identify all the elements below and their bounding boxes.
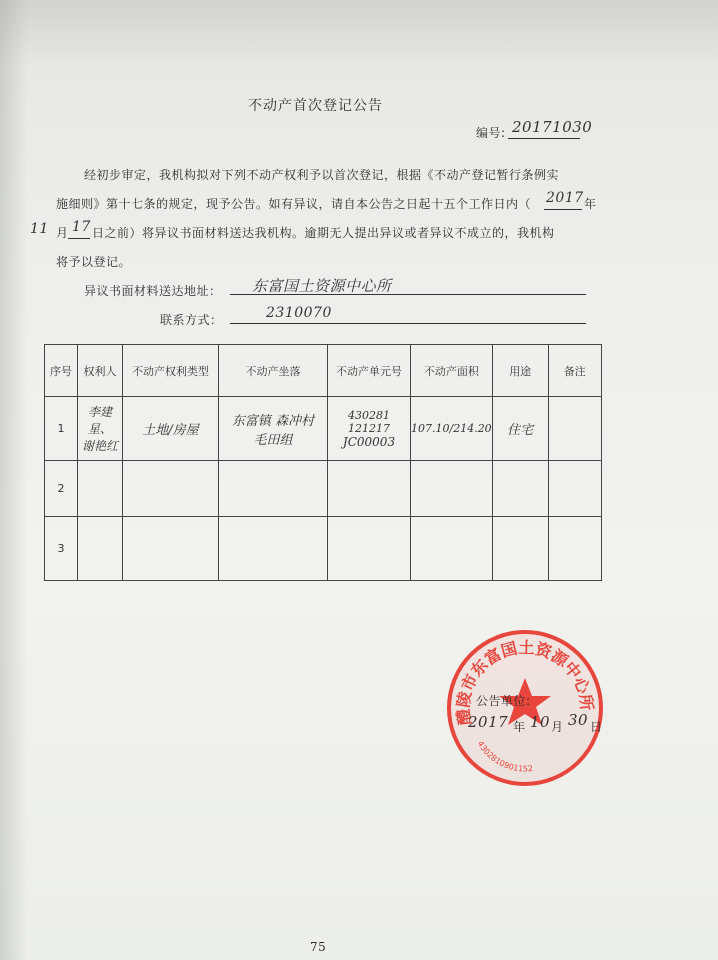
address-value: 东富国土资源中心所 xyxy=(252,277,392,295)
cell-area xyxy=(411,397,493,461)
owner-line-2: 谢艳红 xyxy=(81,439,118,453)
cell-area xyxy=(411,461,493,517)
cell-owner xyxy=(78,397,123,461)
deadline-month-suffix: 月 xyxy=(56,226,69,240)
deadline-month: 11 xyxy=(30,221,49,237)
cell-unit-no xyxy=(328,397,411,461)
location-line-1: 东富镇 森冲村 xyxy=(231,413,315,429)
deadline-year-suffix: 年 xyxy=(584,197,597,211)
announcer-label: 公告单位: xyxy=(476,694,531,708)
header-right-type: 不动产权利类型 xyxy=(123,345,219,397)
announce-day-suffix: 日 xyxy=(590,720,603,734)
header-location: 不动产坐落 xyxy=(219,345,328,397)
address-label: 异议书面材料送达地址： xyxy=(84,284,222,298)
contact-underline xyxy=(230,323,586,324)
cell-no: 2 xyxy=(45,461,78,517)
number-label: 编号: xyxy=(476,126,506,140)
right-type-value: 土地/房屋 xyxy=(142,423,199,438)
property-table xyxy=(44,344,602,581)
cell-note xyxy=(548,517,601,581)
header-owner: 权利人 xyxy=(78,345,123,397)
cell-note xyxy=(548,461,601,517)
announce-month: 10 xyxy=(530,713,551,731)
header-area: 不动产面积 xyxy=(411,345,493,397)
location-line-2: 毛田组 xyxy=(253,432,293,448)
cell-area xyxy=(411,517,493,581)
cell-location xyxy=(219,517,328,581)
announce-month-suffix: 月 xyxy=(551,720,564,734)
number-underline xyxy=(508,138,580,139)
body-line-1: 经初步审定，我机构拟对下列不动产权利予以首次登记，根据《不动产登记暂行条例实 xyxy=(84,168,560,182)
body-line-2: 施细则》第十七条的规定，现予公告。如有异议，请自本公告之日起十五个工作日内（ xyxy=(56,197,532,211)
document-title: 不动产首次登记公告 xyxy=(248,98,383,114)
contact-label: 联系方式： xyxy=(160,313,223,327)
table-row xyxy=(45,397,602,461)
unit-line-2: JC00003 xyxy=(342,434,396,449)
cell-right-type xyxy=(123,517,219,581)
table-header-row xyxy=(45,345,602,397)
cell-use xyxy=(492,461,548,517)
cell-right-type xyxy=(123,461,219,517)
cell-unit-no xyxy=(328,517,411,581)
header-unit-no: 不动产单元号 xyxy=(328,345,411,397)
table-row xyxy=(45,517,602,581)
announce-year-suffix: 年 xyxy=(513,720,526,734)
deadline-year-underline xyxy=(544,209,582,210)
cell-no: 3 xyxy=(45,517,78,581)
page-shadow-left xyxy=(0,0,28,960)
seal-code: 4302810901152 xyxy=(475,739,534,774)
cell-owner xyxy=(78,517,123,581)
deadline-day-underline xyxy=(68,238,90,239)
page-shadow-top xyxy=(0,0,718,70)
owner-line-1: 李建星、 xyxy=(87,405,112,436)
area-value: 107.10/214.20 xyxy=(411,422,492,435)
announce-day: 30 xyxy=(568,711,589,729)
cell-note xyxy=(548,397,601,461)
unit-line-1: 430281 121217 xyxy=(348,408,390,435)
deadline-year: 2017 xyxy=(546,190,584,206)
cell-unit-no xyxy=(328,461,411,517)
header-note: 备注 xyxy=(548,345,601,397)
cell-use xyxy=(492,397,548,461)
page-number: 75 xyxy=(310,940,327,954)
address-underline xyxy=(230,294,586,295)
header-use: 用途 xyxy=(492,345,548,397)
table-row xyxy=(45,461,602,517)
contact-value: 2310070 xyxy=(266,305,332,321)
cell-location xyxy=(219,461,328,517)
body-line-3: 日之前）将异议书面材料送达我机构。逾期无人提出异议或者异议不成立的，我机构 xyxy=(92,226,555,240)
announce-year: 2017 xyxy=(468,713,509,731)
cell-use xyxy=(492,517,548,581)
number-value: 20171030 xyxy=(512,118,593,136)
body-line-4: 将予以登记。 xyxy=(56,255,132,269)
use-value: 住宅 xyxy=(507,423,534,438)
cell-no: 1 xyxy=(45,397,78,461)
cell-owner xyxy=(78,461,123,517)
deadline-day: 17 xyxy=(72,219,91,235)
cell-right-type xyxy=(123,397,219,461)
seal-text: 醴陵市东富国土资源中心所 xyxy=(453,638,597,727)
header-no: 序号 xyxy=(45,345,78,397)
cell-location xyxy=(219,397,328,461)
